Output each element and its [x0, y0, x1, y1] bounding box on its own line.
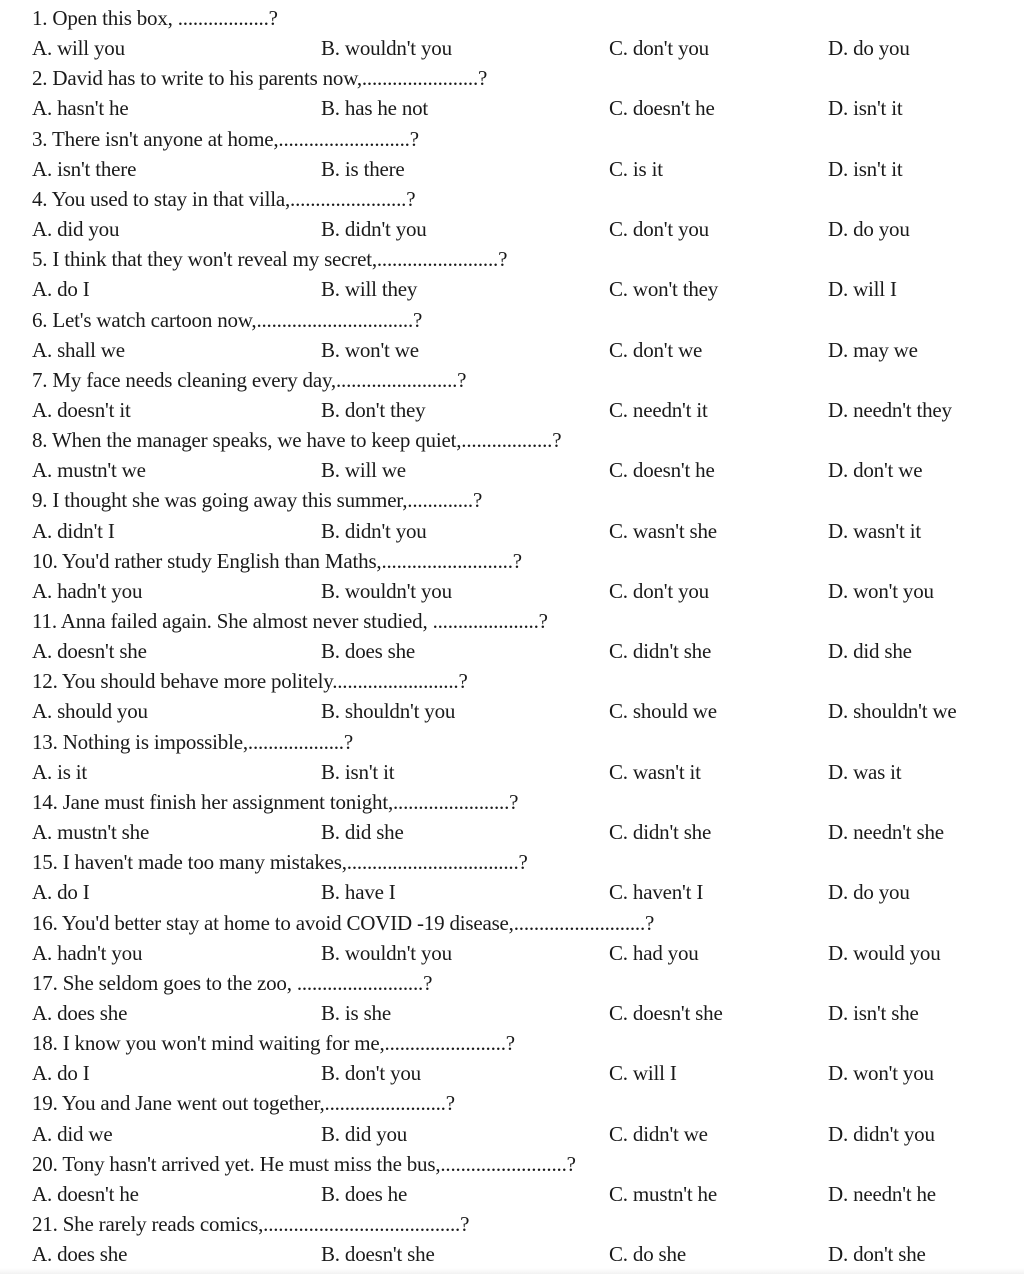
- option-b: B. does he: [321, 1181, 408, 1206]
- option-d: D. was it: [828, 759, 902, 784]
- option-a: A. do I: [32, 880, 90, 905]
- option-b: B. has he not: [321, 96, 429, 121]
- question-text: 17. She seldom goes to the zoo, .........................?: [32, 970, 433, 995]
- option-c: C. didn't we: [609, 1121, 708, 1146]
- option-b: B. isn't it: [321, 759, 395, 784]
- options-row: [0, 817, 1024, 847]
- question-row: [0, 184, 1024, 214]
- option-c: C. wasn't she: [609, 518, 717, 543]
- question-text: 13. Nothing is impossible,...................?: [32, 729, 353, 754]
- option-c: C. needn't it: [609, 397, 708, 422]
- options-row: [0, 274, 1024, 304]
- options-row: [0, 1119, 1024, 1149]
- option-a: A. doesn't he: [32, 1181, 139, 1206]
- option-c: C. don't you: [609, 578, 709, 603]
- question-row: [0, 1088, 1024, 1118]
- options-row: [0, 516, 1024, 546]
- question-text: 21. She rarely reads comics,.......................................?: [32, 1212, 470, 1236]
- options-row: [0, 696, 1024, 726]
- option-d: D. shouldn't we: [828, 699, 957, 724]
- option-a: A. does she: [32, 1000, 128, 1025]
- option-c: C. didn't she: [609, 820, 712, 845]
- option-b: B. wouldn't you: [321, 578, 452, 603]
- question-row: [0, 1149, 1024, 1179]
- options-row: [0, 636, 1024, 666]
- option-b: B. doesn't she: [321, 1242, 435, 1267]
- question-text: 14. Jane must finish her assignment tonight,.......................?: [32, 789, 519, 814]
- option-a: A. did you: [32, 217, 120, 242]
- option-c: C. don't you: [609, 36, 709, 61]
- options-row: [0, 877, 1024, 907]
- question-row: [0, 124, 1024, 154]
- option-b: B. is there: [321, 156, 405, 181]
- option-a: A. isn't there: [32, 156, 137, 181]
- option-d: D. isn't she: [828, 1000, 919, 1025]
- option-b: B. didn't you: [321, 217, 427, 242]
- question-row: [0, 787, 1024, 817]
- option-a: A. does she: [32, 1242, 128, 1267]
- question-row: [0, 727, 1024, 757]
- question-row: [0, 1209, 1024, 1239]
- options-row: [0, 998, 1024, 1028]
- option-d: D. won't you: [828, 578, 934, 603]
- options-row: [0, 335, 1024, 365]
- question-text: 5. I think that they won't reveal my secret,........................?: [32, 247, 508, 272]
- question-text: 12. You should behave more politely.........................?: [32, 669, 468, 694]
- option-c: C. don't we: [609, 337, 703, 362]
- options-row: [0, 93, 1024, 123]
- option-a: A. hadn't you: [32, 578, 143, 603]
- option-b: B. did she: [321, 820, 404, 845]
- question-text: 9. I thought she was going away this summer,.............?: [32, 488, 483, 513]
- option-d: D. needn't they: [828, 397, 952, 422]
- option-b: B. wouldn't you: [321, 36, 452, 61]
- option-a: A. did we: [32, 1121, 113, 1146]
- option-d: D. do you: [828, 217, 910, 242]
- question-text: 19. You and Jane went out together,........................?: [32, 1091, 455, 1116]
- option-b: B. won't we: [321, 337, 419, 362]
- option-d: D. isn't it: [828, 156, 903, 181]
- option-a: A. should you: [32, 699, 148, 724]
- question-row: [0, 908, 1024, 938]
- option-a: A. mustn't she: [32, 820, 150, 845]
- option-c: C. should we: [609, 699, 717, 724]
- option-d: D. isn't it: [828, 96, 903, 121]
- option-c: C. haven't I: [609, 880, 704, 905]
- option-d: D. will I: [828, 277, 897, 302]
- option-a: A. didn't I: [32, 518, 115, 543]
- option-c: C. doesn't he: [609, 96, 715, 121]
- option-b: B. is she: [321, 1000, 391, 1025]
- option-c: C. doesn't he: [609, 458, 715, 483]
- question-text: 6. Let's watch cartoon now,...............................?: [32, 307, 423, 332]
- option-b: B. didn't you: [321, 518, 427, 543]
- option-d: D. don't she: [828, 1242, 926, 1267]
- question-row: [0, 63, 1024, 93]
- question-text: 18. I know you won't mind waiting for me,........................?: [32, 1031, 515, 1056]
- option-a: A. is it: [32, 759, 87, 784]
- options-row: [0, 214, 1024, 244]
- option-c: C. doesn't she: [609, 1000, 723, 1025]
- option-a: A. hasn't he: [32, 96, 129, 121]
- question-row: [0, 365, 1024, 395]
- option-d: D. did she: [828, 639, 912, 664]
- option-d: D. didn't you: [828, 1121, 935, 1146]
- option-c: C. is it: [609, 156, 663, 181]
- options-row: [0, 938, 1024, 968]
- question-row: [0, 606, 1024, 636]
- option-b: B. don't you: [321, 1061, 421, 1086]
- option-a: A. do I: [32, 277, 90, 302]
- option-d: D. needn't she: [828, 820, 944, 845]
- question-text: 2. David has to write to his parents now,.......................?: [32, 66, 488, 91]
- option-d: D. do you: [828, 36, 910, 61]
- option-d: D. would you: [828, 940, 941, 965]
- options-row: [0, 33, 1024, 63]
- option-a: A. doesn't she: [32, 639, 147, 664]
- options-row: [0, 576, 1024, 606]
- question-row: [0, 485, 1024, 515]
- page-bottom-edge: [0, 1268, 1024, 1274]
- option-c: C. won't they: [609, 277, 719, 302]
- option-b: B. shouldn't you: [321, 699, 456, 724]
- question-text: 15. I haven't made too many mistakes,..................................?: [32, 850, 528, 875]
- options-row: [0, 154, 1024, 184]
- options-row: [0, 757, 1024, 787]
- option-a: A. hadn't you: [32, 940, 143, 965]
- option-d: D. won't you: [828, 1061, 934, 1086]
- question-row: [0, 968, 1024, 998]
- option-d: D. needn't he: [828, 1181, 936, 1206]
- option-b: B. wouldn't you: [321, 940, 452, 965]
- question-text: 10. You'd rather study English than Maths,..........................?: [32, 548, 522, 573]
- option-d: D. do you: [828, 880, 910, 905]
- option-b: B. will they: [321, 277, 418, 302]
- option-a: A. do I: [32, 1061, 90, 1086]
- question-row: [0, 847, 1024, 877]
- option-c: C. don't you: [609, 217, 709, 242]
- option-b: B. did you: [321, 1121, 408, 1146]
- option-a: A. shall we: [32, 337, 125, 362]
- question-text: 3. There isn't anyone at home,..........................?: [32, 126, 419, 151]
- option-b: B. have I: [321, 880, 396, 905]
- option-b: B. don't they: [321, 397, 426, 422]
- option-c: C. do she: [609, 1242, 686, 1267]
- question-text: 7. My face needs cleaning every day,........................?: [32, 367, 467, 392]
- question-text: 16. You'd better stay at home to avoid COVID -19 disease,..........................?: [32, 910, 655, 935]
- question-row: [0, 1028, 1024, 1058]
- options-row: [0, 1239, 1024, 1269]
- options-row: [0, 1179, 1024, 1209]
- option-c: C. mustn't he: [609, 1181, 717, 1206]
- question-row: [0, 666, 1024, 696]
- option-d: D. don't we: [828, 458, 923, 483]
- question-text: 1. Open this box, ..................?: [32, 6, 278, 30]
- question-text: 4. You used to stay in that villa,.......................?: [32, 186, 416, 211]
- question-row: [0, 546, 1024, 576]
- question-text: 11. Anna failed again. She almost never studied, .....................?: [32, 609, 548, 633]
- option-c: C. had you: [609, 940, 699, 965]
- option-d: D. wasn't it: [828, 518, 921, 543]
- question-row: [0, 425, 1024, 455]
- options-row: [0, 1058, 1024, 1088]
- question-row: [0, 244, 1024, 274]
- option-b: B. will we: [321, 458, 406, 483]
- question-text: 8. When the manager speaks, we have to keep quiet,..................?: [32, 428, 562, 453]
- options-row: [0, 395, 1024, 425]
- option-b: B. does she: [321, 639, 416, 664]
- option-a: A. will you: [32, 36, 125, 61]
- option-c: C. didn't she: [609, 639, 712, 664]
- option-c: C. wasn't it: [609, 759, 701, 784]
- question-row: [0, 305, 1024, 335]
- question-text: 20. Tony hasn't arrived yet. He must miss the bus,.........................?: [32, 1151, 576, 1176]
- option-d: D. may we: [828, 337, 918, 362]
- options-row: [0, 455, 1024, 485]
- question-row: [0, 3, 1024, 33]
- option-a: A. doesn't it: [32, 397, 131, 422]
- option-a: A. mustn't we: [32, 458, 146, 483]
- option-c: C. will I: [609, 1061, 677, 1086]
